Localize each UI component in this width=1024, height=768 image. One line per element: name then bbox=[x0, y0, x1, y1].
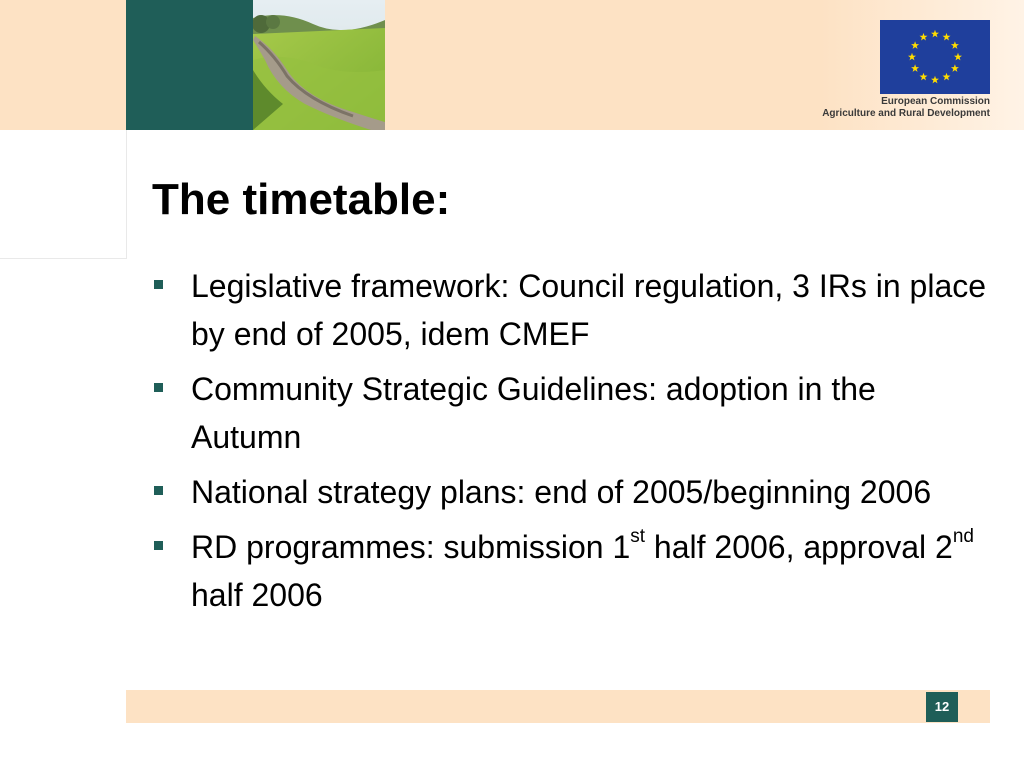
footer-band bbox=[126, 690, 990, 723]
eu-star-icon bbox=[911, 41, 919, 49]
bullet-text: Community Strategic Guidelines: adoption in the Autumn bbox=[191, 371, 876, 455]
bullet-text: Legislative framework: Council regulation, 3 IRs in place by end of 2005, idem CMEF bbox=[191, 268, 987, 352]
eu-star-icon bbox=[908, 53, 916, 61]
left-margin-panel bbox=[0, 130, 127, 259]
page-number: 12 bbox=[926, 692, 958, 722]
ordinal-suffix: nd bbox=[952, 526, 974, 548]
bullet-item bbox=[152, 365, 992, 461]
bullet-item bbox=[152, 468, 992, 516]
square-bullet-icon bbox=[154, 541, 163, 550]
eu-star-icon bbox=[920, 73, 928, 81]
bullet-item bbox=[152, 523, 992, 619]
org-name: European Commission bbox=[881, 96, 990, 107]
eu-star-icon bbox=[943, 33, 951, 41]
eu-star-icon bbox=[943, 73, 951, 81]
square-bullet-icon bbox=[154, 383, 163, 392]
eu-star-icon bbox=[931, 76, 939, 84]
eu-caption bbox=[822, 96, 990, 120]
bullet-text: National strategy plans: end of 2005/beginning 2006 bbox=[191, 474, 932, 510]
slide-title: The timetable: bbox=[152, 175, 451, 224]
bullet-item bbox=[152, 262, 992, 358]
eu-star-icon bbox=[951, 64, 959, 72]
square-bullet-icon bbox=[154, 486, 163, 495]
bullet-list bbox=[152, 262, 992, 626]
eu-star-icon bbox=[911, 64, 919, 72]
org-department: Agriculture and Rural Development bbox=[822, 108, 990, 119]
bullet-text-part: RD programmes: submission 1 bbox=[191, 529, 631, 565]
eu-star-icon bbox=[954, 53, 962, 61]
eu-star-icon bbox=[931, 30, 939, 38]
header-teal-block bbox=[126, 0, 253, 130]
square-bullet-icon bbox=[154, 280, 163, 289]
bullet-text-part: half 2006 bbox=[191, 577, 323, 613]
bullet-text-part: half 2006, approval 2 bbox=[645, 529, 953, 565]
ordinal-suffix: st bbox=[630, 526, 646, 548]
landscape-photo bbox=[253, 0, 385, 130]
eu-flag-icon bbox=[880, 20, 990, 94]
eu-star-icon bbox=[920, 33, 928, 41]
eu-star-icon bbox=[951, 41, 959, 49]
